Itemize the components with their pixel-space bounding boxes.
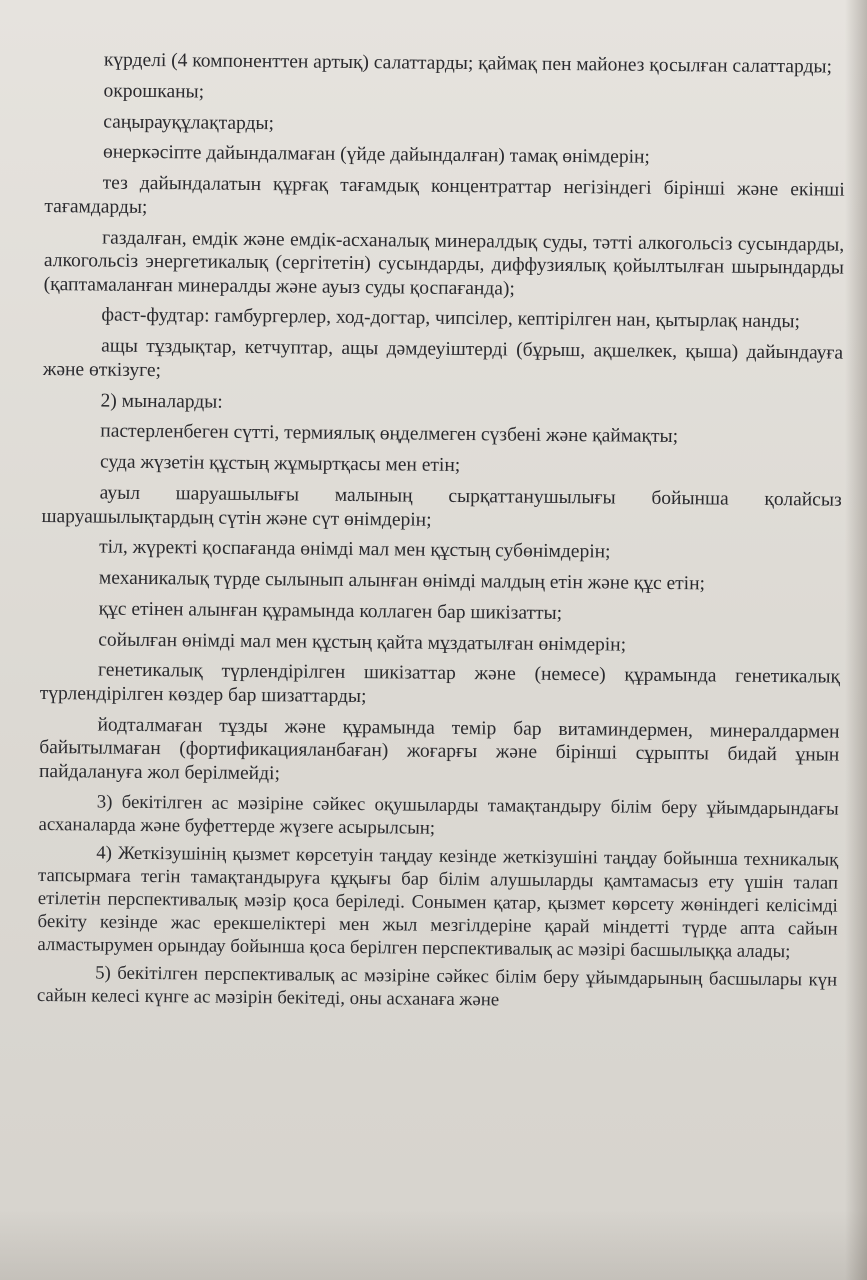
- paragraph-unfavorable-farms: ауыл шаруашылығы малының сырқаттанушылығы бойынша қолайсыз шаруашылықтардың сүтін және сүт өнімдерін;: [41, 482, 842, 531]
- paragraph-item-5: 5) бекітілген перспективалық ас мәзіріне сәйкес білім беру ұйымдарының басшылары күн сайын келесі күнге ас мәзірін бекітеді, оны асханаға және: [36, 962, 838, 1011]
- paragraph-byproducts: тіл, жүректі қоспағанда өнімді мал мен құстың субөнімдерін;: [99, 536, 611, 563]
- paragraph-complex-salads: күрделі (4 компоненттен артық) салаттарды; қаймақ пен майонез қосылған салаттарды;: [103, 49, 833, 78]
- paragraph-mushrooms: саңырауқұлақтарды;: [103, 111, 275, 134]
- paragraph-unpasteurized-milk: пастерленбеген сүтті, термиялық өңделмеген сүзбені және қаймақты;: [100, 420, 679, 448]
- paragraph-fast-food: фаст-фудтар: гамбургерлер, ход-догтар, чипсілер, кептірілген нан, қытырлақ нанды;: [101, 305, 801, 333]
- paragraph-item-3: 3) бекітілген ас мәзіріне сәйкес оқушыларды тамақтандыру білім беру ұйымдарындағы асханаларда және буфеттерде жүзеге асырылсын;: [38, 791, 839, 839]
- paragraph-dry-concentrates: тез дайындалатын құрғақ тағамдық концентраттар негізіндегі бірінші және екінші тағамдарды;: [44, 172, 845, 218]
- paragraph-mechanical-meat: механикалық түрде сылынып алынған өнімді малдың етін және құс етін;: [98, 567, 706, 595]
- paragraph-item-2-heading: 2) мыналарды:: [100, 390, 223, 413]
- paragraph-sauces: ащы тұздықтар, кетчуптар, ащы дәмдеуіштерді (бұрыш, ақшелкек, қыша) дайындауға және өткізуге;: [42, 335, 844, 381]
- paragraph-refrozen: сойылған өнімді мал мен құстың қайта мұздатылған өнімдерін;: [98, 629, 627, 656]
- paragraph-homemade-food: өнеркәсіпте дайындалмаған (үйде дайындалған) тамақ өнімдерін;: [102, 141, 650, 169]
- paragraph-collagen: құс етінен алынған құрамында коллаген бар шикізатты;: [98, 598, 563, 624]
- paragraph-waterfowl: суда жүзетін құстың жұмыртқасы мен етін;: [99, 451, 461, 477]
- paragraph-salt-flour: йодталмаған тұзды және құрамында темір бар витаминдермен, минералдармен байытылмаған (фортификацияланбаған) жоғарғы және бірінші сұрыпты бидай ұнын пайдалануға жол берілмейді;: [38, 714, 840, 785]
- paragraph-drinks: газдалған, емдік және емдік-асханалық минералдық суды, тәтті алкогольсіз сусындарды, алкогольсіз энергетикалық (сергітетін) сусындарды, диффузиялық қойылтылған шырындарды (қаптамаланған минералды және ауыз суды қоспағанда);: [43, 227, 845, 300]
- paragraph-item-4: 4) Жеткізушінің қызмет көрсетуін таңдау кезінде жеткізушіні таңдау бойынша техникалық тапсырмаға тегін тамақтандыруға құқығы бар білім алушыларды қамтамасыз ету үшін талап етілетін перспективалық мәзір қоса беріледі. Сонымен қатар, қызмет көрсету жөніндегі келісімді бекіту кезінде жас ерекшеліктері мен жыл мезгілдеріне қарай міндетті түрде апта сайын алмастырумен орындау бойынша қоса берілген перспективалық ас мәзірі басшылыққа алады;: [37, 842, 839, 962]
- page-bottom-shade: [0, 1210, 867, 1280]
- page-edge-shadow: [845, 0, 867, 1280]
- paragraph-okroshka: окрошканы;: [103, 80, 205, 103]
- paragraph-gmo: генетикалық түрлендірілген шикізаттар және (немесе) құрамында генетикалық түрлендірілген көздер бар шизаттарды;: [39, 659, 841, 708]
- document-text: [37, 48, 846, 1022]
